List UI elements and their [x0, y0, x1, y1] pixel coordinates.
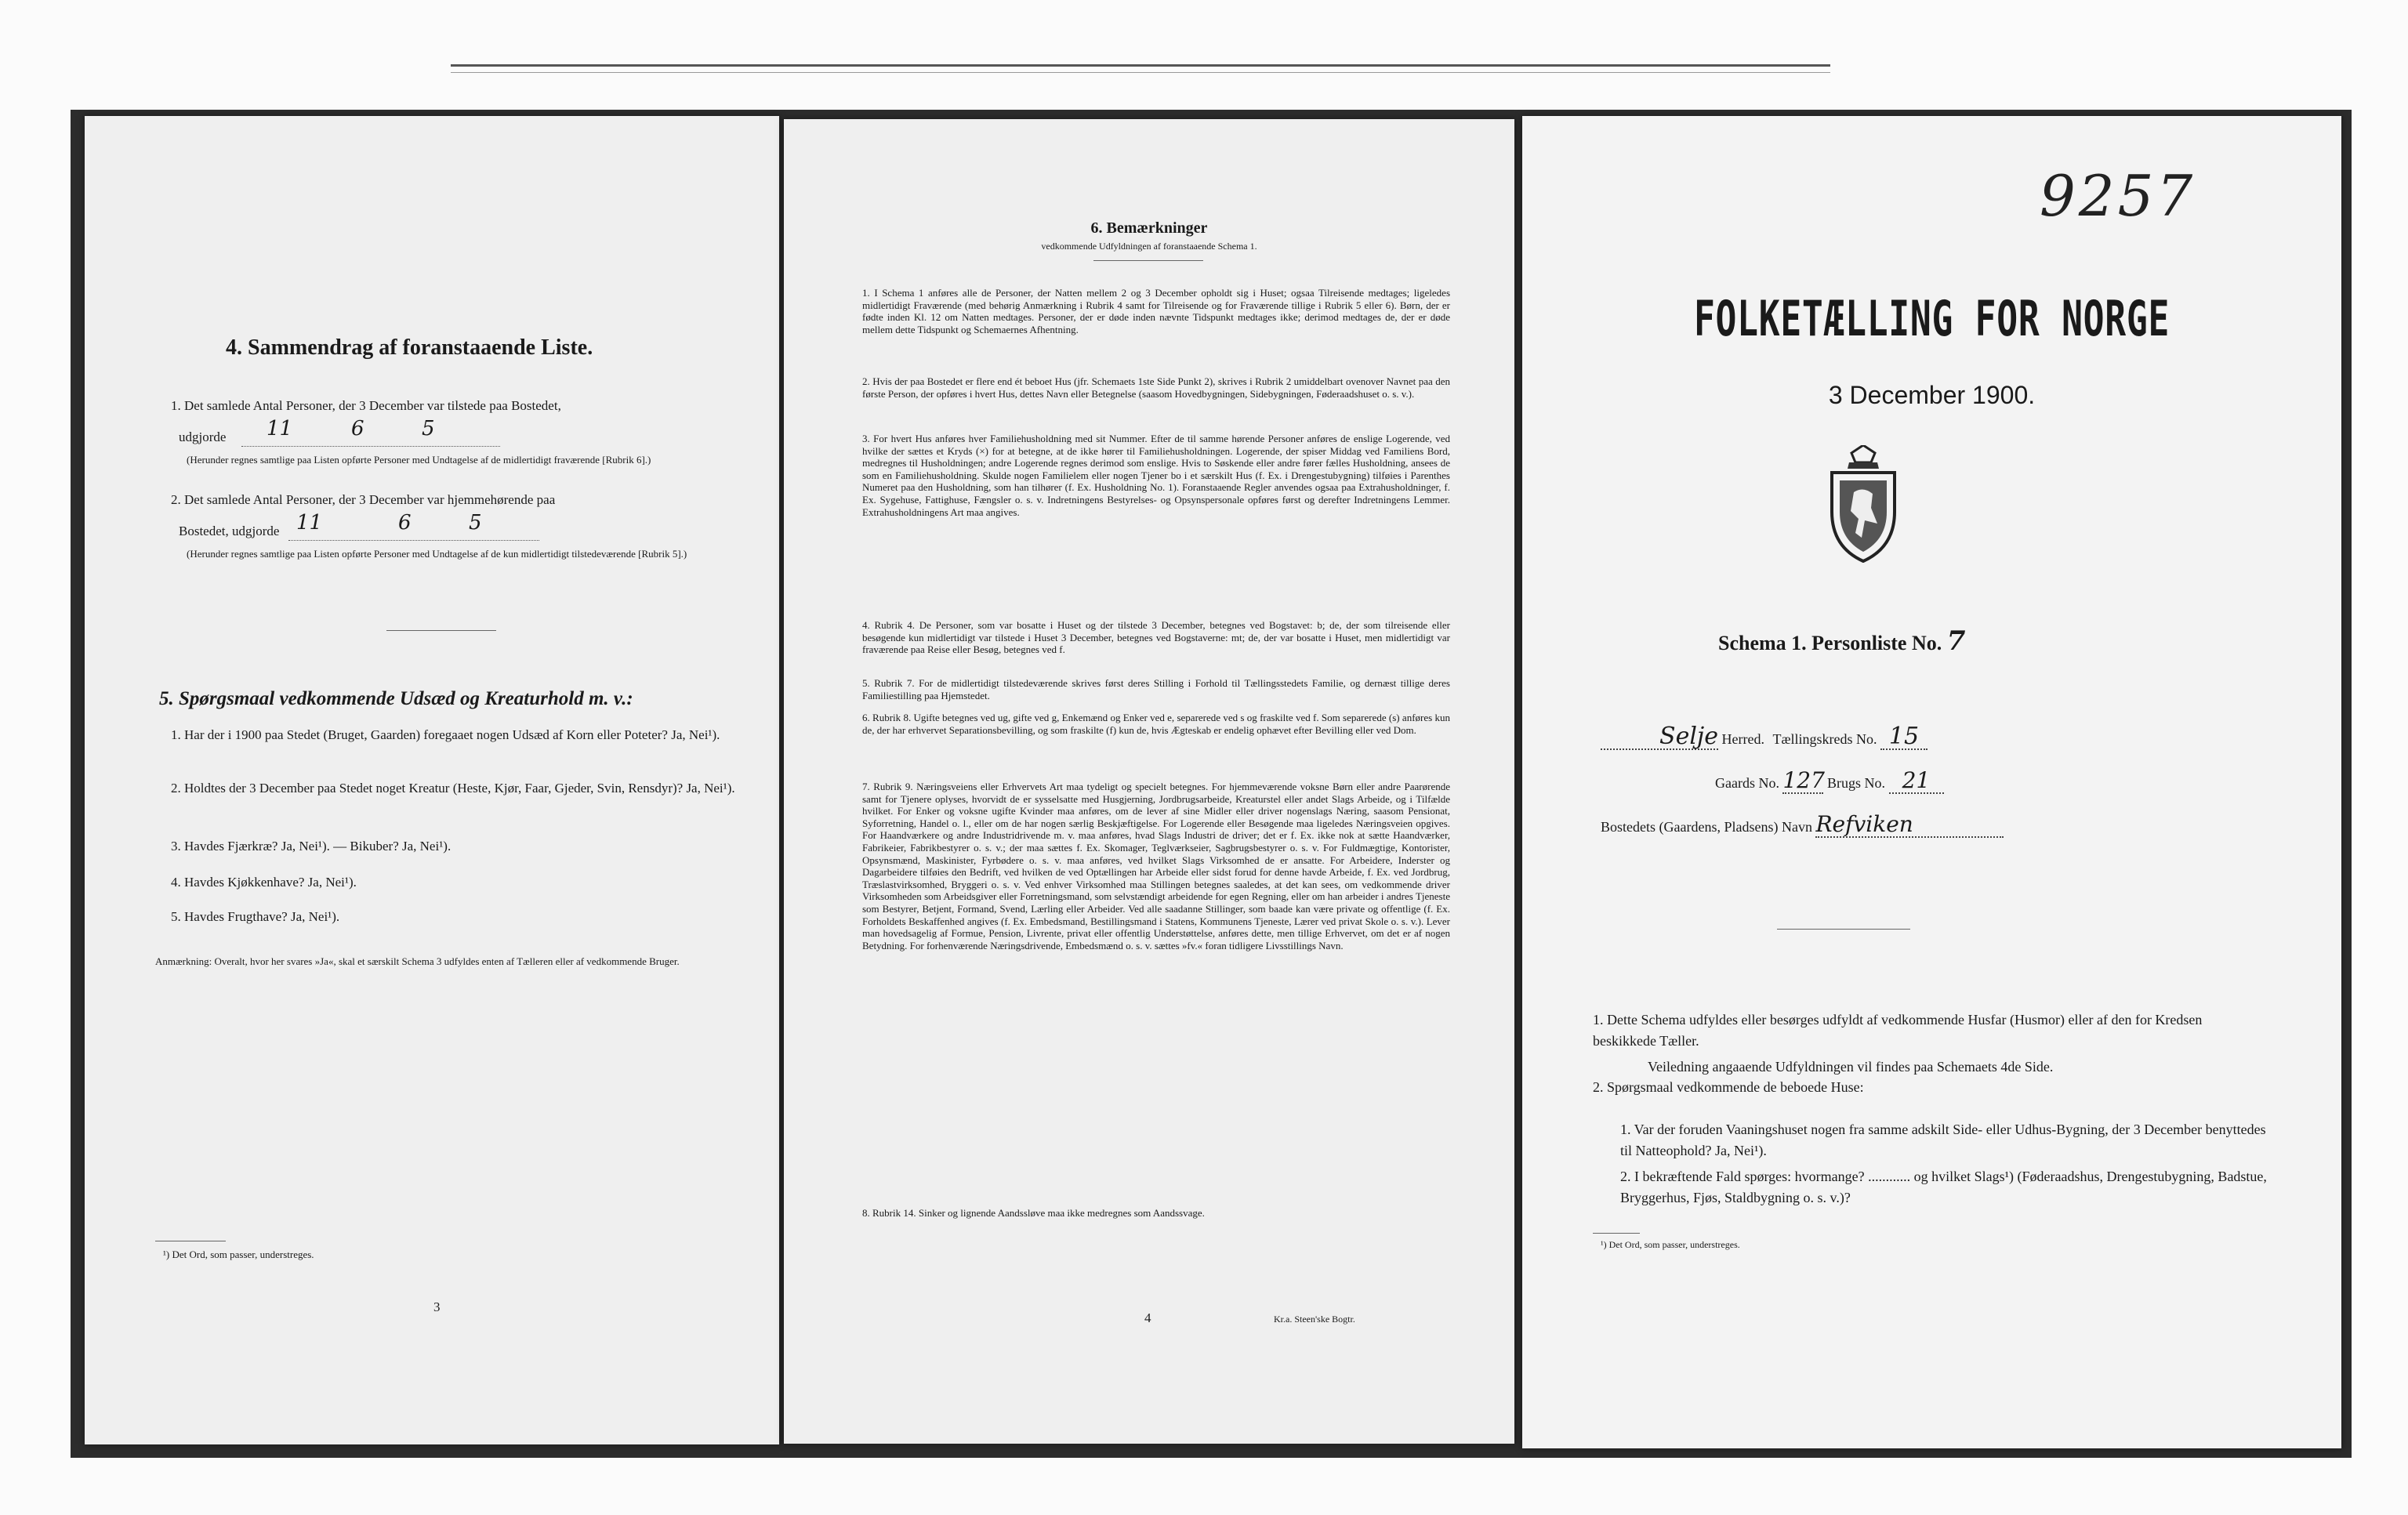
instruction-1-note: Veiledning angaaende Udfyldningen vil findes paa Schemaets 4de Side.: [1648, 1059, 2054, 1075]
page-number: 3: [433, 1299, 441, 1314]
q1-value-women: 5: [422, 417, 435, 440]
remark-item-2: 2. Hvis der paa Bostedet er flere end ét beboet Hus (jfr. Schemaets 1ste Side Punkt 2), skrives i Rubrik 2 umiddelbart ovenover Navnet paa den første Person, der opføres i hvert Hus, dettes Navn eller Betegnelse (saasom Hovedbygningen, Sidebygningen, Føderaadshuset o. s. v.).: [862, 375, 1450, 400]
q2-value-women: 5: [469, 511, 482, 535]
footnote: ¹) Det Ord, som passer, understreges.: [1601, 1239, 1740, 1250]
gaards-line: [1715, 767, 1944, 794]
footnote-rule: [1593, 1233, 1640, 1234]
gaards-value: 127: [1782, 767, 1825, 793]
footnote: ¹) Det Ord, som passer, understreges.: [163, 1249, 314, 1260]
remark-item-8: 8. Rubrik 14. Sinker og lignende Aandssløve maa ikke medregnes som Aandssvage.: [862, 1207, 1205, 1219]
q2-bostedet: Bostedet, udgjorde: [179, 524, 280, 538]
page-number: 4: [1144, 1310, 1151, 1325]
remark-item-5: 5. Rubrik 7. For de midlertidigt tilstedeværende skrives først deres Stilling i Forhold til Tællingsstedets Familie, og dernæst tillige deres Familiestilling paa Hjemstedet.: [862, 677, 1450, 701]
q1-udgjorde: udgjorde: [179, 429, 227, 444]
instruction-1: 1. Dette Schema udfyldes eller besørges udfyldt af vedkommende Husfar (Husmor) eller af den for Kredsen beskikkede Tæller.: [1593, 1012, 2203, 1049]
archive-number: 9257: [2040, 163, 2196, 229]
q2-value-total: 11: [296, 511, 323, 535]
schema-label-line: [1718, 625, 1965, 657]
taellingskreds-value: 15: [1888, 723, 1920, 750]
gaards-label: Gaards No.: [1715, 775, 1779, 791]
schema-number: 7: [1946, 625, 1966, 657]
instruction-2-q1: 1. Var der foruden Vaaningshuset nogen fra samme adskilt Side- eller Udhus-Bygning, der 3 December benyttedes til Natteophold? Ja, Nei¹).: [1620, 1122, 2266, 1158]
brugs-label: Brugs No.: [1826, 775, 1885, 791]
bosted-label: Bostedets (Gaardens, Pladsens) Navn: [1601, 819, 1812, 835]
page-3-summary: [85, 116, 779, 1444]
page-1-cover: [1522, 116, 2341, 1448]
q2-value-men: 6: [398, 511, 412, 535]
bosted-value: Refviken: [1815, 811, 1913, 837]
top-rule: [451, 64, 1830, 67]
bosted-line: [1601, 811, 2004, 838]
herred-label: Herred.: [1721, 731, 1764, 747]
remark-item-3: 3. For hvert Hus anføres hver Familiehusholdning med sit Nummer. Efter de til samme hørende Personer anføres de enslige Logerende, ved hvilke der sættes et Kryds (×) for at betegne, at de ikke hører til Familiehusholdningen. Logerende, der spiser Middag ved Familiens Bord, medregnes til Husholdningen; andre Logerende regnes derimod som enslige. Hvis to Søskende eller andre fører fælles Husholdning, ansees de som en Familiehusholdning. Skulde nogen Familielem eller nogen Tjener bo i et særskilt Hus (f. Ex. i Drengestubygning) tilføies i Parenthes Numeret paa den Husholdning, som han tilhører (f. Ex. Husholdning No. 1). Foranstaaende Regler anvendes ogsaa paa Extrahusholdninger, f. Ex. Sygehuse, Fattighuse, Fængsler o. s. v. Indretningens Bestyrelses- og Opsynspersonale opføres først og derefter Indretningens Lemmer. Extrahusholdningens Art maa angives.: [862, 433, 1450, 518]
remark-item-7: 7. Rubrik 9. Næringsveiens eller Erhvervets Art maa tydeligt og specielt betegnes. For hjemmeværende voksne Børn eller andre Paarørende samt for Tjenere oplyses, hvorvidt de er sysselsatte med Husgjerning, Jordbrugsarbeide, Kreaturstel eller andet Slags Arbeide, og i Tilfælde hvilket. For Enker og voksne ugifte Kvinder maa anføres, om de lever af sine Midler eller driver nogenslags Næring, saasom Pensionat, Syforretning, Handel o. l., eller om de har nogen særlig Beskjæftigelse. For Logerende eller Besøgende maa ligeledes Næringsveien opgives. For Haandværkere og andre Industridrivende m. v. maa anføres, hvad Slags Industri de driver; det er f. Ex. ikke nok at sætte Haandværker, Fabrikeier, Fabrikbestyrer o. s. v.; der maa sættes f. Ex. Skomager, Teglværkseier, Sagbrugsbestyrer o. s. v. For Fuldmægtige, Kontorister, Opsynsmænd, Maskinister, Fyrbødere o. s. v. maa anføres, ved hvilket Slags Virksomhed de er ansatte. For Arbeidere, Inderster og Dagarbeidere tilføies den Bedrift, ved hvilken de ved Optællingen har Arbeide eller sidst forud for denne havde Arbeide, f. Ex. ved Jordbrug, Træslastvirksomhed, Bryggeri o. s. v. Ved enhver Virksomhed maa Stillingen betegnes saaledes, at det kan sees, om vedkommende driver Virksomheden som Arbeidsgiver eller Forretningsmand, som selvstændigt arbeidende for egen Regning, eller om han arbeider i andres Tjeneste som Bestyrer, Betjent, Formand, Svend, Lærling eller Arbeider. Ved alle saadanne Stillinger, som baade kan være private og offentlige (f. Ex. Forholdets Beskaffenhed angives (f. Ex. Embedsmand, Bestillingsmand i Statens, Kommunens Tjeneste, Lærer ved privat Skole o. s. v.). Lever man hovedsagelig af Formue, Pension, Livrente, privat eller offentlig Understøttelse, anføres dette, men tillige Erhvervet, om det er af nogen Betydning. For forhenværende Næringsdrivende, Embedsmænd o. s. v. sættes »fv.« foran tidligere Livsstillings Navn.: [862, 781, 1450, 951]
taellingskreds-label: Tællingskreds No.: [1772, 731, 1877, 747]
q1-value-total: 11: [267, 417, 293, 440]
remark-item-6: 6. Rubrik 8. Ugifte betegnes ved ug, gifte ved g, Enkemænd og Enker ved e, separerede ved s og fraskilte ved f. Som separerede (s) anføres kun de, der har erhvervet Separationsbevilling, og som fraskilte (f) kun de, hvis Ægteskab er endelig ophævet efter Bevilling eller ved Dom.: [862, 712, 1450, 736]
census-date: 3 December 1900.: [1828, 381, 2036, 409]
section-4-title: 4. Sammendrag af foranstaaende Liste.: [226, 335, 593, 360]
section-5-title: 5. Spørgsmaal vedkommende Udsæd og Kreaturhold m. v.:: [159, 688, 633, 709]
s5-q3: 3. Havdes Fjærkræ? Ja, Nei¹). — Bikuber? Ja, Nei¹).: [171, 839, 452, 854]
norway-coat-of-arms-icon: [1816, 445, 1910, 563]
q1-dotted-line: [241, 445, 500, 447]
remarks-subtitle: vedkommende Udfyldningen af foranstaaende Schema 1.: [1041, 241, 1257, 252]
q1-value-men: 6: [351, 417, 364, 440]
schema-label: Schema 1. Personliste No.: [1718, 632, 1942, 654]
census-title: FOLKETÆLLING FOR NORGE: [1693, 290, 2170, 347]
page-4-remarks: [784, 119, 1514, 1444]
section-divider: [386, 630, 496, 631]
top-rule-thin: [451, 72, 1830, 73]
ornament-rule: [1777, 929, 1910, 930]
remarks-title: 6. Bemærkninger: [1090, 219, 1208, 237]
q2-note: (Herunder regnes samtlige paa Listen opførte Personer med Undtagelse af de kun midlertidigt tilstedeværende [Rubrik 5].): [187, 548, 687, 560]
q1-note: (Herunder regnes samtlige paa Listen opførte Personer med Undtagelse af de midlertidigt fraværende [Rubrik 6].): [187, 454, 651, 466]
q2-text: 2. Det samlede Antal Personer, der 3 December var hjemmehørende paa: [171, 492, 556, 507]
instruction-2: 2. Spørgsmaal vedkommende de beboede Huse:: [1593, 1079, 1864, 1095]
s5-q2: 2. Holdtes der 3 December paa Stedet noget Kreatur (Heste, Kjør, Faar, Gjeder, Svin, Rensdyr)? Ja, Nei¹).: [171, 781, 735, 796]
remark-item-1: 1. I Schema 1 anføres alle de Personer, der Natten mellem 2 og 3 December opholdt sig i Huset; ogsaa Tilreisende medtages; ligeledes midlertidigt Fraværende (med behørig Anmærkning i Rubrik 4 samt for Tilreisende og for Fraværende tillige i Rubrik 5 eller 6). Børn, der er fødte inden Kl. 12 om Natten medtages. Personer, der er døde inden nævnte Tidspunkt medtages ikke; derimod medtages de, der er døde mellem dette Tidspunkt og Schemaernes Afhentning.: [862, 287, 1450, 335]
s5-q1: 1. Har der i 1900 paa Stedet (Bruget, Gaarden) foregaaet nogen Udsæd af Korn eller Poteter? Ja, Nei¹).: [171, 727, 720, 742]
s5-q4: 4. Havdes Kjøkkenhave? Ja, Nei¹).: [171, 875, 357, 890]
printer-mark: Kr.a. Steen'ske Bogtr.: [1274, 1314, 1355, 1325]
instruction-2-q2: 2. I bekræftende Fald spørges: hvormange? ............ og hvilket Slags¹) (Føderaadshus, Drengestubygning, Badstue, Bryggerhus, Fjøs, Staldbygning o. s. v.)?: [1620, 1169, 2267, 1205]
herred-line: [1601, 723, 1927, 750]
herred-value: Selje: [1659, 723, 1718, 750]
q1-text: 1. Det samlede Antal Personer, der 3 December var tilstede paa Bostedet,: [171, 398, 561, 413]
s5-q5: 5. Havdes Frugthave? Ja, Nei¹).: [171, 909, 340, 924]
q2-dotted-line: [288, 539, 539, 541]
remark-item-4: 4. Rubrik 4. De Personer, som var bosatte i Huset og der tilstede 3 December, betegnes ved Bogstavet: b; de, der som tilreisende eller besøgende kun midlertidigt var tilstede i Huset 3 December, betegnes ved Bogstaverne: mt; de, der var bosatte i Huset, men midlertidigt var fraværende paa Reise eller Besøg, betegnes ved f.: [862, 619, 1450, 656]
brugs-value: 21: [1902, 767, 1931, 793]
remarks-rule: [1093, 260, 1203, 261]
anmaerkning: Anmærkning: Overalt, hvor her svares »Ja«, skal et særskilt Schema 3 udfyldes enten af Tælleren eller af vedkommende Bruger.: [155, 955, 680, 967]
